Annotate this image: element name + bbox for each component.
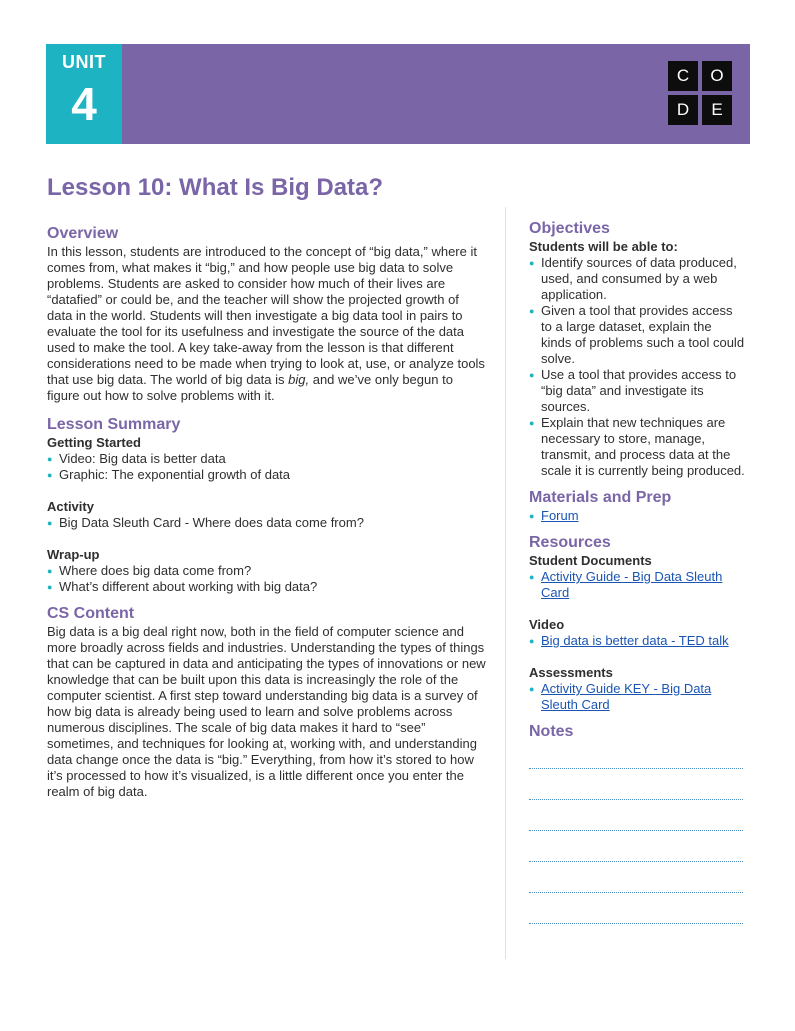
header-band xyxy=(122,44,750,144)
resource-item xyxy=(529,569,745,601)
column-divider xyxy=(505,207,506,959)
overview-text xyxy=(47,244,487,404)
list-item: ● Video: Big data is better data xyxy=(47,451,487,467)
overview-text-part1: In this lesson, students are introduced to the concept of “big data,” where it comes from, what makes it “big,” and how people use big data to solve problems. Students are asked to consider how much of their lives are “datafied” or could be, and the teacher will show the projected growth of data in the world. Students will then investigate a big data tool in pairs to evaluate the tool for its usefulness and investigate the source of the data used to make the tool. A key take-away from the lesson is that different considerations need to be made when trying to look at, use, or analyze tools that use big data. The world of big data is xyxy=(47,244,485,387)
overview-text-emphasis: big, xyxy=(288,372,310,387)
activity-list xyxy=(47,515,487,531)
list-item: ● Graphic: The exponential growth of data xyxy=(47,467,487,483)
ted-talk-link[interactable]: Big data is better data - TED talk xyxy=(541,633,729,648)
unit-badge xyxy=(46,44,122,144)
right-column xyxy=(529,219,745,924)
left-column xyxy=(47,224,487,800)
objective-item: ● Explain that new techniques are necessary to store, manage, transmit, and process data at the scale it is currently being produced. xyxy=(529,415,745,479)
list-item: ● Big Data Sleuth Card - Where does data come from? xyxy=(47,515,487,531)
overview-heading: Overview xyxy=(47,225,119,242)
activity-guide-key-link[interactable]: Activity Guide KEY - Big Data Sleuth Card xyxy=(541,681,712,712)
notes-line xyxy=(529,768,743,769)
unit-label: UNIT xyxy=(62,52,106,72)
activity-label: Activity xyxy=(47,499,94,514)
code-logo xyxy=(668,61,732,125)
forum-link[interactable]: Forum xyxy=(541,508,579,523)
cs-content-text: Big data is a big deal right now, both in the field of computer science and more broadly across fields and industries. Understanding the types of things that can be captured in data and anticipating the types of innovations or new knowledge that can be built upon this data is increasingly the role of the computer scientist. A first step toward understanding big data is a survey of how big data is already being used to learn and solve problems across numerous disciplines. The scale of big data makes it hard to “see” sometimes, and techniques for looking at, working with, and understanding data change once the data is “big.” Everything, from how it’s stored to how it’s processed to how it’s visualized, is a little different once you enter the realm of big data. xyxy=(47,624,486,799)
wrapup-label: Wrap-up xyxy=(47,547,100,562)
objective-item: ● Use a tool that provides access to “big data” and investigate its sources. xyxy=(529,367,745,415)
logo-letter-d: D xyxy=(668,95,698,125)
unit-number: 4 xyxy=(71,78,97,130)
objectives-intro: Students will be able to: xyxy=(529,239,678,254)
assessments-list xyxy=(529,681,745,713)
notes-line xyxy=(529,861,743,862)
wrapup-list xyxy=(47,563,487,595)
resource-item xyxy=(529,681,745,713)
notes-heading: Notes xyxy=(529,723,574,740)
getting-started-list xyxy=(47,451,487,483)
list-item: ● Where does big data come from? xyxy=(47,563,487,579)
lesson-summary-heading: Lesson Summary xyxy=(47,416,181,433)
cs-content-heading: CS Content xyxy=(47,605,135,622)
objective-item: ● Identify sources of data produced, used, and consumed by a web application. xyxy=(529,255,745,303)
list-item: ● What’s different about working with big data? xyxy=(47,579,487,595)
objective-item: ● Given a tool that provides access to a large dataset, explain the kinds of problems such a tool could solve. xyxy=(529,303,745,367)
student-documents-label: Student Documents xyxy=(529,553,652,568)
notes-line xyxy=(529,892,743,893)
getting-started-label: Getting Started xyxy=(47,435,141,450)
materials-heading: Materials and Prep xyxy=(529,489,672,506)
materials-item xyxy=(529,508,745,524)
lesson-title: Lesson 10: What Is Big Data? xyxy=(47,174,384,201)
overview-text-part2: and we’ve only begun to figure out how to solve problems with it. xyxy=(47,372,453,403)
objectives-list xyxy=(529,255,745,479)
resources-heading: Resources xyxy=(529,534,611,551)
logo-letter-c: C xyxy=(668,61,698,91)
logo-letter-o: O xyxy=(702,61,732,91)
activity-guide-link[interactable]: Activity Guide - Big Data Sleuth Card xyxy=(541,569,723,600)
resource-item xyxy=(529,633,745,649)
video-label: Video xyxy=(529,617,565,632)
objectives-heading: Objectives xyxy=(529,220,610,237)
notes-line xyxy=(529,830,743,831)
assessments-label: Assessments xyxy=(529,665,613,680)
notes-line xyxy=(529,799,743,800)
materials-list xyxy=(529,508,745,524)
video-list xyxy=(529,633,745,649)
logo-letter-e: E xyxy=(702,95,732,125)
student-documents-list xyxy=(529,569,745,601)
notes-line xyxy=(529,923,743,924)
